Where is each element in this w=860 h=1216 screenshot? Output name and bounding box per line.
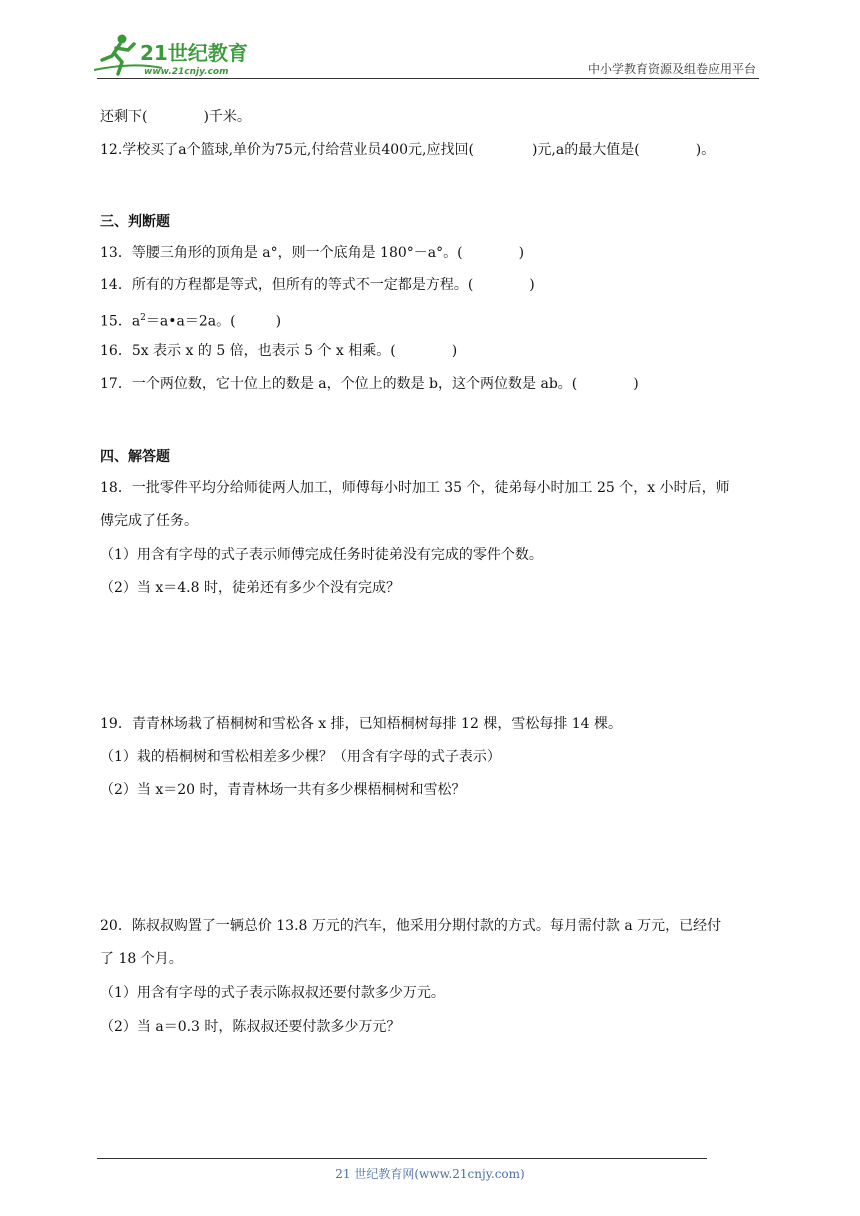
question-16 bbox=[100, 341, 457, 361]
logo-text: 21世纪教育 bbox=[140, 41, 248, 65]
footer-link[interactable]: 21 世纪教育网(www.21cnjy.com) bbox=[335, 1167, 525, 1181]
text: ) bbox=[451, 343, 458, 359]
question-20-line-1: 20．陈叔叔购置了一辆总价 13.8 万元的汽车，他采用分期付款的方式。每月需付款 a 万元，已经付 bbox=[100, 918, 722, 934]
header-divider bbox=[97, 78, 759, 79]
question-19: 19．青青林场栽了梧桐树和雪松各 x 排，已知梧桐树每排 12 棵，雪松每排 14 棵。 bbox=[100, 716, 623, 732]
text: ＝a•a＝2a。( bbox=[145, 313, 236, 330]
text: ) bbox=[633, 376, 639, 392]
text: 还剩下( bbox=[100, 109, 148, 125]
text: 14．所有的方程都是等式，但所有的等式不一定都是方程。( bbox=[100, 277, 474, 293]
question-18-part-1: （1）用含有字母的式子表示师傅完成任务时徒弟没有完成的零件个数。 bbox=[100, 547, 543, 563]
question-18-line-2: 傅完成了任务。 bbox=[100, 513, 198, 529]
question-17 bbox=[100, 374, 639, 394]
question-12 bbox=[100, 140, 715, 160]
question-13 bbox=[100, 243, 524, 263]
text: ) bbox=[518, 245, 525, 261]
question-20-line-2: 了 18 个月。 bbox=[100, 951, 183, 967]
question-19-part-2: （2）当 x＝20 时，青青林场一共有多少棵梧桐树和雪松？ bbox=[100, 782, 466, 798]
question-20-part-1: （1）用含有字母的式子表示陈叔叔还要付款多少万元。 bbox=[100, 985, 445, 1001]
footer-divider bbox=[97, 1158, 707, 1159]
text: )元,a的最大值是( bbox=[531, 142, 640, 158]
question-20-part-2: （2）当 a＝0.3 时，陈叔叔还要付款多少万元？ bbox=[100, 1019, 401, 1035]
text: )。 bbox=[695, 142, 716, 158]
logo-url: www.21cnjy.com bbox=[144, 67, 229, 77]
text: 17．一个两位数，它十位上的数是 a，个位上的数是 b，这个两位数是 ab。( bbox=[100, 376, 578, 392]
line-remaining bbox=[100, 107, 251, 127]
text: ) bbox=[275, 313, 282, 330]
superscript: 2 bbox=[140, 313, 146, 323]
text: )千米。 bbox=[203, 109, 251, 125]
question-18-line-1: 18．一批零件平均分给师徒两人加工，师傅每小时加工 35 个，徒弟每小时加工 25 个，x 小时后，师 bbox=[100, 480, 730, 496]
text: 12.学校买了a个篮球,单价为75元,付给营业员400元,应找回( bbox=[100, 142, 474, 158]
section-heading-judgement: 三、判断题 bbox=[100, 214, 170, 230]
question-18-part-2: （2）当 x＝4.8 时，徒弟还有多少个没有完成？ bbox=[100, 580, 400, 596]
question-19-part-1: （1）栽的梧桐树和雪松相差多少棵？（用含有字母的式子表示） bbox=[100, 749, 501, 765]
question-15 bbox=[100, 308, 281, 332]
site-logo bbox=[92, 32, 262, 78]
header-platform-text: 中小学教育资源及组卷应用平台 bbox=[587, 62, 756, 76]
section-heading-solve: 四、解答题 bbox=[100, 449, 170, 465]
text: 13．等腰三角形的顶角是 a°，则一个底角是 180°－a°。( bbox=[100, 245, 463, 261]
question-14 bbox=[100, 275, 535, 295]
text: ) bbox=[529, 277, 535, 293]
text: 16．5x 表示 x 的 5 倍，也表示 5 个 x 相乘。( bbox=[100, 343, 396, 359]
text: 15．a bbox=[100, 313, 141, 330]
